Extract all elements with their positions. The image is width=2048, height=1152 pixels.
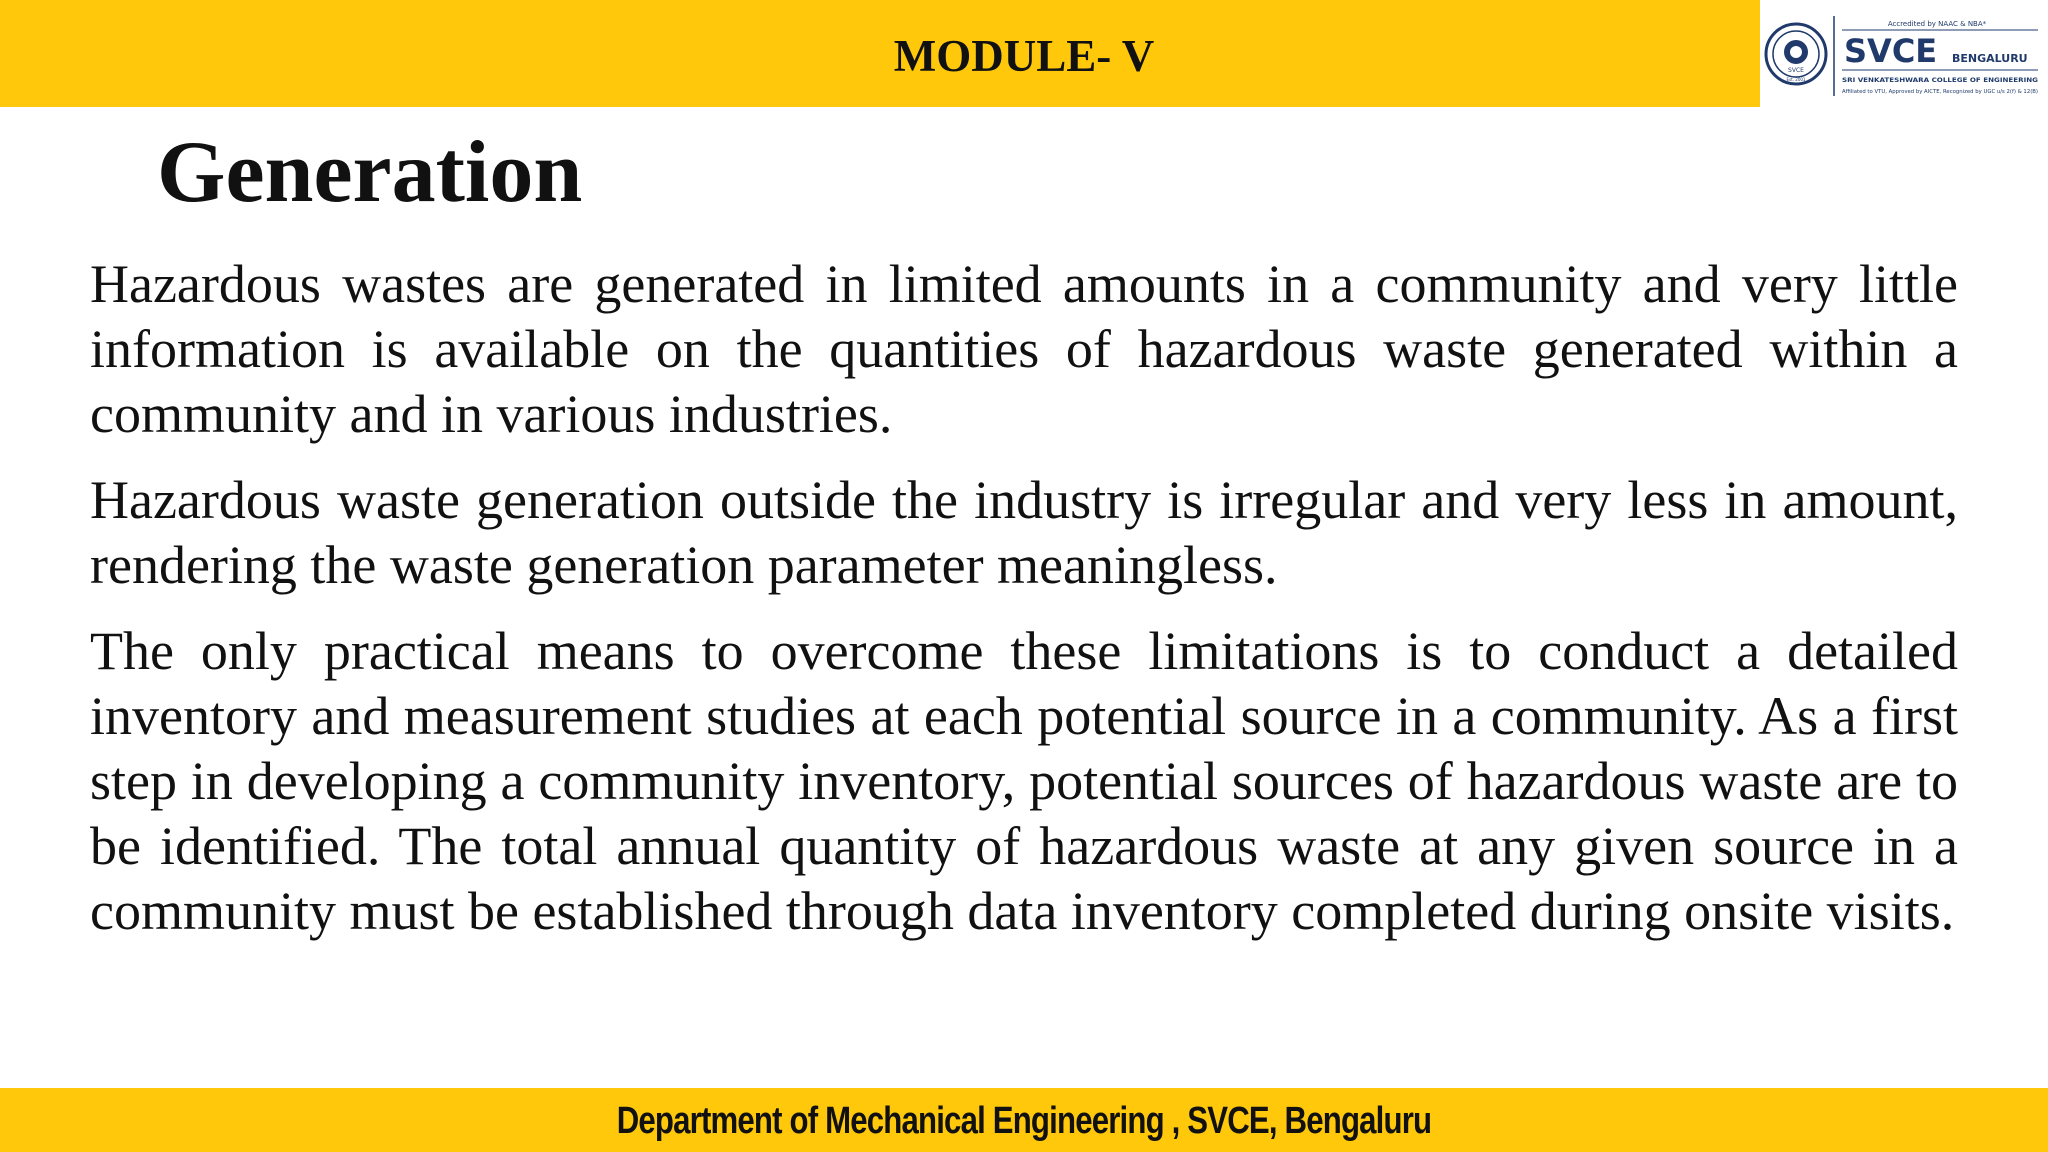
college-seal-icon — [1766, 24, 1826, 84]
college-logo — [1762, 2, 2046, 106]
logo-affiliation: Affiliated to VTU, Approved by AICTE, Recognized by UGC u/s 2(f) & 12(B) — [1842, 89, 2039, 95]
slide-heading: Generation — [157, 124, 583, 221]
footer-text: Department of Mechanical Engineering , SVCE, Bengaluru — [616, 1100, 1432, 1142]
seal-year: Est. 2001 — [1786, 77, 1806, 82]
logo-city: BENGALURU — [1952, 52, 2028, 65]
seal-label: SVCE — [1788, 67, 1804, 74]
paragraph-3: The only practical means to overcome these limitations is to conduct a detailed inventory and measurement studies at each potential source in a community. As a first step in developing a community inventory, potential sources of hazardous waste are to be identified. The total annual quantity of hazardous waste at any given source in a community must be established through data inventory completed during onsite visits. — [90, 621, 1958, 941]
module-title: MODULE- V — [893, 31, 1155, 81]
college-logo-graphic — [1762, 2, 2046, 106]
paragraph-2: Hazardous waste generation outside the industry is irregular and very less in amount, rendering the waste generation parameter meaningless. — [90, 470, 1958, 595]
logo-college: SRI VENKATESHWARA COLLEGE OF ENGINEERING — [1842, 77, 2039, 84]
paragraph-1: Hazardous wastes are generated in limited amounts in a community and very little information is available on the quantities of hazardous waste generated within a community and in various industries. — [90, 254, 1958, 444]
logo-name: SVCE — [1844, 32, 1938, 70]
logo-accreditation: Accredited by NAAC & NBA* — [1887, 20, 1987, 28]
slide-body — [90, 252, 1958, 965]
